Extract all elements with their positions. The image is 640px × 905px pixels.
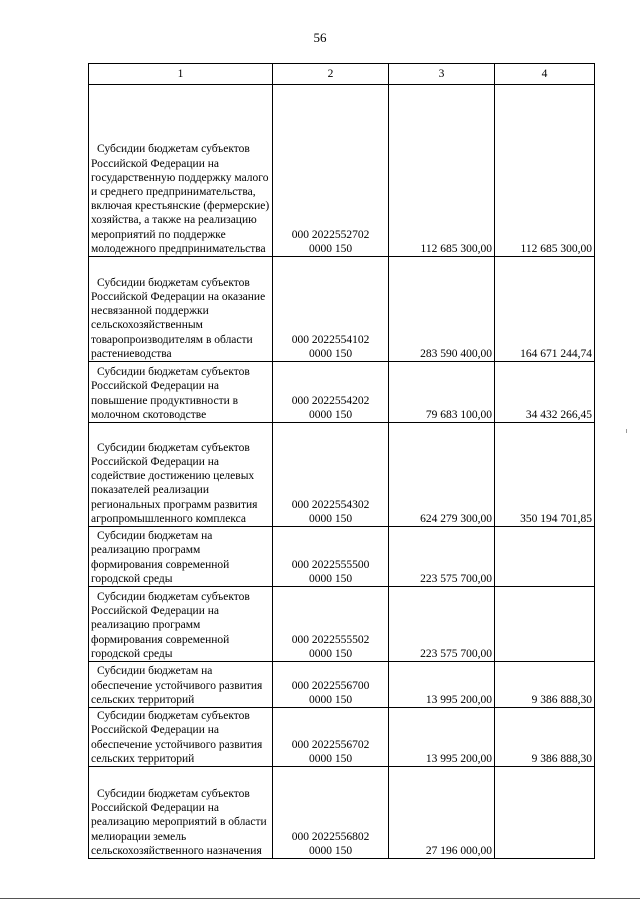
row-name: Субсидии бюджетам на реализацию программ формирования современной городской среды [91,530,230,585]
row-code-line1: 000 2022555500 [291,559,370,571]
row-code-line1: 000 2022555502 [291,634,370,646]
row-code-line1: 000 2022554302 [291,499,370,511]
row-name-cell [89,423,273,527]
row-amount-fact: 350 194 701,85 [495,423,595,527]
row-amount-plan: 624 279 300,00 [389,423,495,527]
row-code-line1: 000 2022552702 [291,229,370,241]
row-name: Субсидии бюджетам на обеспечение устойчивого развития сельских территорий [91,665,263,706]
row-code-cell [273,662,389,708]
row-name-cell [89,257,273,362]
table-header-row [89,64,595,85]
row-name: Субсидии бюджетам субъектов Российской Федерации на повышение продуктивности в молочном скотоводстве [91,366,250,421]
row-name: Субсидии бюджетам субъектов Российской Федерации на реализацию программ формирования современной городской среды [91,590,250,660]
table-row [89,423,595,527]
row-amount-fact: 9 386 888,30 [495,708,595,767]
row-code-line1: 000 2022556802 [291,831,370,843]
row-code-line2: 0000 150 [308,753,353,765]
row-code-cell [273,527,389,587]
row-amount-fact: 9 386 888,30 [495,662,595,708]
row-code-line1: 000 2022556702 [291,739,370,751]
row-amount-plan: 223 575 700,00 [389,527,495,587]
row-code-cell [273,708,389,767]
row-amount-plan: 13 995 200,00 [389,708,495,767]
row-code-cell [273,767,389,859]
row-amount-plan: 283 590 400,00 [389,257,495,362]
row-code-line2: 0000 150 [308,694,353,706]
row-amount-plan: 79 683 100,00 [389,362,495,423]
table-row [89,587,595,662]
row-name-cell [89,85,273,257]
row-amount-plan: 112 685 300,00 [389,85,495,257]
row-code-cell [273,587,389,662]
column-header-1: 1 [89,64,273,85]
row-amount-plan: 223 575 700,00 [389,587,495,662]
row-name: Субсидии бюджетам субъектов Российской Федерации на реализацию мероприятий в области мелиорации земель сельскохозяйственного назначения [91,787,267,857]
row-code-line2: 0000 150 [308,409,353,421]
row-amount-fact: 112 685 300,00 [495,85,595,257]
column-header-3: 3 [389,64,495,85]
row-code-cell [273,257,389,362]
row-amount-fact [495,767,595,859]
table-row [89,527,595,587]
row-code-line1: 000 2022554202 [291,395,370,407]
row-amount-fact [495,527,595,587]
row-amount-plan: 13 995 200,00 [389,662,495,708]
row-name-cell [89,587,273,662]
page-number: 56 [313,30,327,45]
table-row [89,85,595,257]
row-name-cell [89,662,273,708]
row-name-cell [89,708,273,767]
row-name: Субсидии бюджетам субъектов Российской Федерации на обеспечение устойчивого развития сельских территорий [91,710,263,765]
table-row [89,767,595,859]
row-amount-plan: 27 196 000,00 [389,767,495,859]
table-row [89,257,595,362]
row-code-line2: 0000 150 [308,573,353,585]
row-code-cell [273,423,389,527]
row-code-line2: 0000 150 [308,348,353,360]
column-header-4: 4 [495,64,595,85]
page-bottom-edge [0,898,640,899]
row-name: Субсидии бюджетам субъектов Российской Федерации на оказание несвязанной поддержки сельскохозяйственным товаропроизводителям в области растениеводства [91,276,266,360]
row-code-cell [273,85,389,257]
row-code-line1: 000 2022556700 [291,680,370,692]
row-name: Субсидии бюджетам субъектов Российской Федерации на государственную поддержку малого и среднего предпринимательства, включая крестьянские (фермерские) хозяйства, а также на реализацию мероприятий по поддержке молодежного предпринимательства [91,143,270,255]
table-row [89,708,595,767]
row-code-line2: 0000 150 [308,243,353,255]
table-row [89,662,595,708]
row-code-line1: 000 2022554102 [291,334,370,346]
row-code-line2: 0000 150 [308,845,353,857]
row-name-cell [89,527,273,587]
budget-revenue-table [88,63,595,859]
table-row [89,362,595,423]
row-name-cell [89,362,273,423]
row-amount-fact: 164 671 244,74 [495,257,595,362]
row-code-cell [273,362,389,423]
row-code-line2: 0000 150 [308,648,353,660]
row-code-line2: 0000 150 [308,513,353,525]
row-amount-fact [495,587,595,662]
column-header-2: 2 [273,64,389,85]
scan-mark [626,429,627,433]
row-name-cell [89,767,273,859]
row-name: Субсидии бюджетам субъектов Российской Федерации на содействие достижению целевых показателей реализации региональных программ развития агропромышленного комплекса [91,441,258,525]
row-amount-fact: 34 432 266,45 [495,362,595,423]
